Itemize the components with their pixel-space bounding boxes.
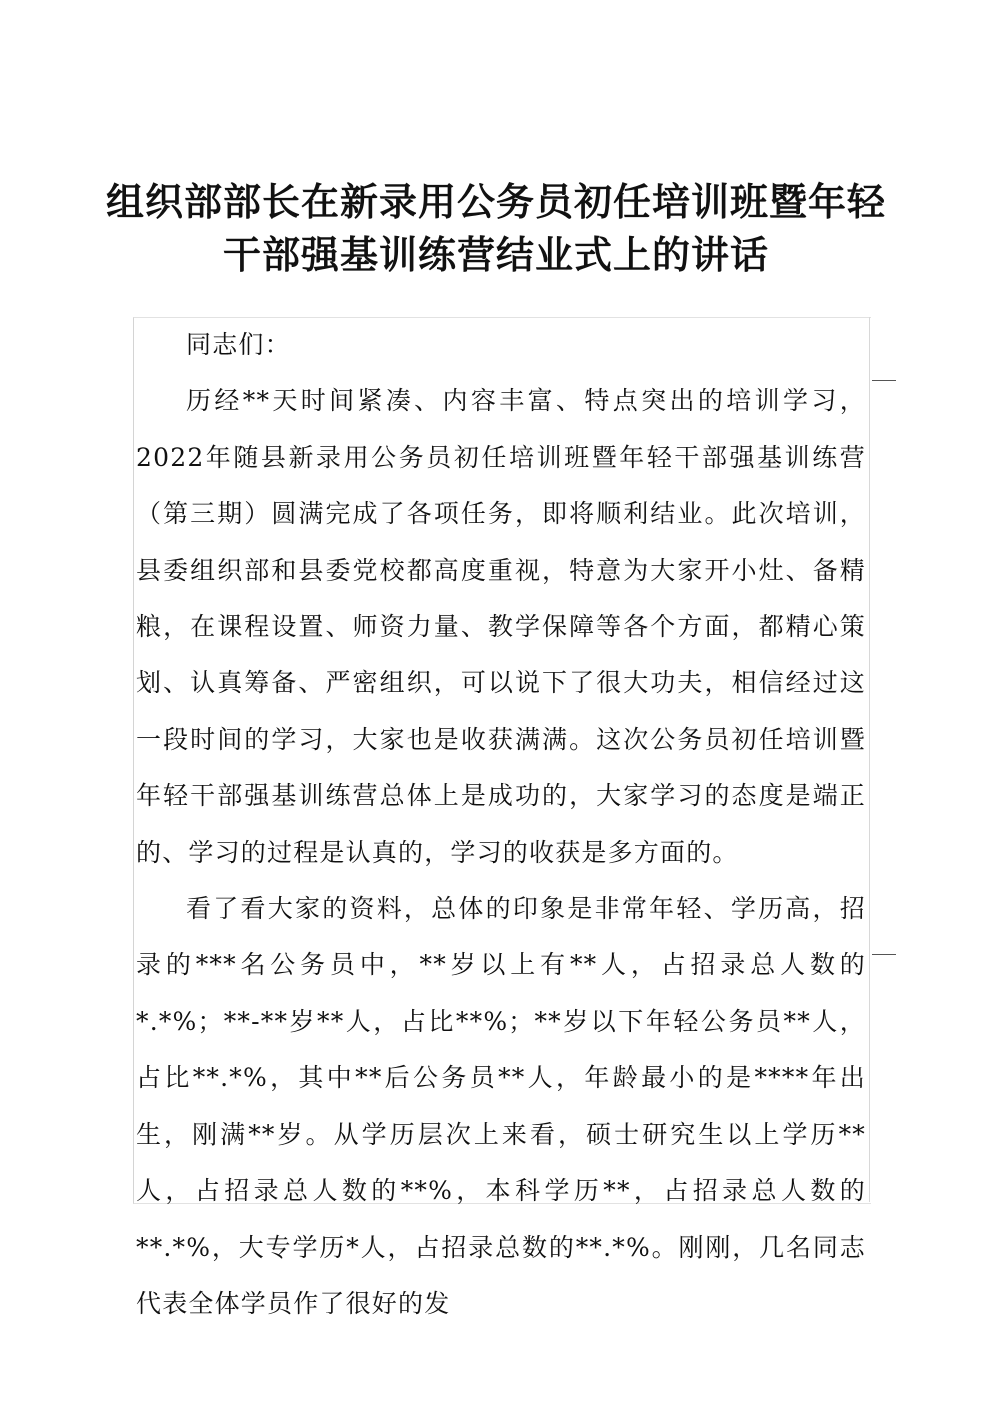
title-line-1: 组织部部长在新录用公务员初任培训班暨年轻 [105, 180, 886, 224]
paragraph: 看了看大家的资料，总体的印象是非常年轻、学历高，招录的***名公务员中，**岁以上有**人，占招录总人数的*.*%；**-**岁**人，占比**%；**岁以下年轻公务员**人，占比**.*%，其中**后公务员**人，年龄最小的是****年出生，刚满**岁。从学历层次上来看，硕士研究生以上学历**人，占招录总人数的**%，本科学历**，占招录总人数的**.*%，大专学历*人，占招录总数的**.*%。刚刚，几名同志代表全体学员作了很好的发 [136, 894, 866, 1318]
document-body [136, 317, 866, 1332]
frame-corner-mark [872, 380, 896, 381]
frame-corner-mark [872, 954, 896, 955]
paragraph: 历经**天时间紧凑、内容丰富、特点突出的培训学习，2022年随县新录用公务员初任培训班暨年轻干部强基训练营（第三期）圆满完成了各项任务，即将顺利结业。此次培训，县委组织部和县委党校都高度重视，特意为大家开小灶、备精粮，在课程设置、师资力量、教学保障等各个方面，都精心策划、认真筹备、严密组织，可以说下了很大功夫，相信经过这一段时间的学习，大家也是收获满满。这次公务员初任培训暨年轻干部强基训练营总体上是成功的，大家学习的态度是端正的、学习的过程是认真的，学习的收获是多方面的。 [136, 386, 866, 867]
salutation: 同志们： [186, 330, 291, 359]
document-title [90, 176, 902, 282]
frame-right-edge [869, 317, 870, 1202]
title-line-2: 干部强基训练营结业式上的讲话 [222, 233, 769, 277]
